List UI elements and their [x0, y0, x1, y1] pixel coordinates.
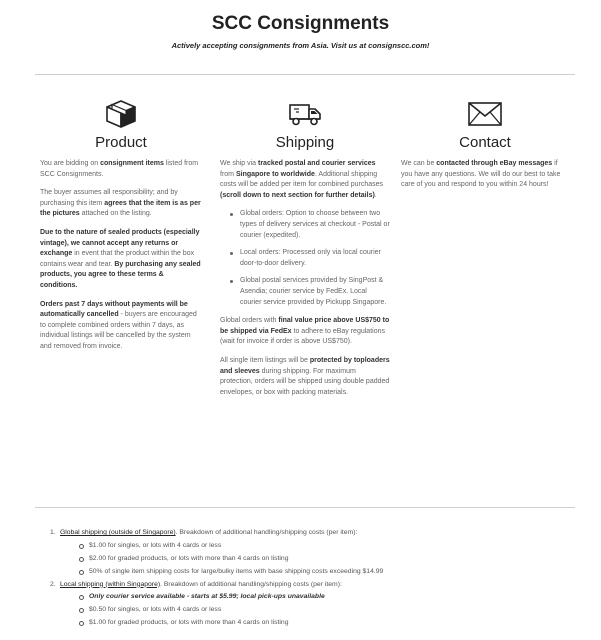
- global-shipping-desc: . Breakdown of additional handling/shipping costs (per item):: [175, 529, 358, 536]
- shipping-column: [220, 99, 390, 406]
- contact-heading: Contact: [459, 134, 511, 151]
- local-shipping-desc: . Breakdown of additional handling/shipping costs (per item):: [160, 580, 342, 588]
- shipping-bullet-list: [220, 209, 390, 308]
- product-paragraph-4: Orders past 7 days without payments will be automatically cancelled - buyers are encouraged to complete combined orders within 7 days, as individual listings will be cancelled by the system and removed from invoice.: [40, 300, 197, 350]
- list-item: [50, 527, 590, 577]
- shipping-paragraph-2: Global orders with final value price above US$750 to be shipped via FedEx to adhere to eBay regulations (wait for invoice if order is above US$750).: [220, 317, 390, 346]
- list-item: [50, 579, 590, 629]
- contact-paragraph-1: We can be contacted through eBay messages if you have any questions. We will do our best to take care of you and respond to you within 24 hours!: [401, 160, 561, 189]
- list-item: $1.00 for singles, or lots with 4 cards or less: [78, 540, 590, 552]
- list-item: Only courier service available - starts at $5.99; local pick-ups unavailable: [78, 591, 590, 603]
- local-shipping-title: Local shipping (within Singapore): [60, 580, 161, 588]
- page-subtitle: Actively accepting consignments from Asia. Visit us at consignscc.com!: [171, 41, 430, 50]
- shipping-paragraph-3: All single item listings will be protected by toploaders and sleeves during shipping. For maximum protection, orders will be shipped using double padded envelopes, or box with packing materials.: [220, 356, 390, 396]
- contact-column: [401, 99, 569, 199]
- local-shipping-sublist: [60, 591, 590, 629]
- page-title: SCC Consignments: [211, 13, 390, 34]
- list-item: $1.00 for graded products, or lots with more than 4 cards on listing: [78, 617, 590, 629]
- list-item: Local orders: Processed only via local courier door-to-door delivery.: [220, 248, 390, 269]
- shipping-cost-list: [50, 527, 590, 630]
- list-item: Global orders: Option to choose between two types of delivery services at checkout - Postal or courier (expedited).: [220, 209, 390, 241]
- product-paragraph-3: Due to the nature of sealed products (especially vintage), we cannot accept any returns or exchange in event that the product within the box contains wear and tear. By purchasing any sealed products, you agree to these terms & conditions.: [40, 228, 201, 289]
- delivery-truck-icon: [220, 99, 390, 129]
- list-item: 50% of single item shipping costs for large/bulky items with base shipping costs exceeding $14.99: [78, 566, 590, 578]
- list-item: Global postal services provided by SingPost & Asendia; courier service by FedEx. Local courier service provided by Pickupp Singapore.: [220, 276, 390, 308]
- list-number: 1.: [50, 529, 56, 536]
- bottom-divider: [35, 507, 575, 508]
- top-divider: [35, 74, 575, 75]
- list-item: $2.00 for graded products, or lots with more than 4 cards on listing: [78, 553, 590, 565]
- shipping-heading: Shipping: [275, 134, 335, 151]
- envelope-icon: [401, 99, 569, 129]
- global-shipping-title: Global shipping (outside of Singapore): [60, 529, 176, 536]
- product-column: [40, 99, 202, 361]
- shipping-paragraph-1: We ship via tracked postal and courier services from Singapore to worldwide. Additional shipping costs will be added per item for combined purchases (scroll down to next section for further details).: [220, 160, 384, 199]
- page-header: [0, 12, 601, 50]
- product-paragraph-2: The buyer assumes all responsibility; and by purchasing this item agrees that the item is as per the pictures attached on the listing.: [40, 189, 201, 218]
- list-item: $0.50 for singles, or lots with 4 cards or less: [78, 604, 590, 616]
- list-number: 2.: [50, 580, 56, 588]
- global-shipping-sublist: [60, 540, 590, 578]
- box-icon: [40, 99, 202, 129]
- product-heading: Product: [95, 134, 147, 151]
- product-paragraph-1: You are bidding on consignment items listed from SCC Consignments.: [40, 160, 199, 178]
